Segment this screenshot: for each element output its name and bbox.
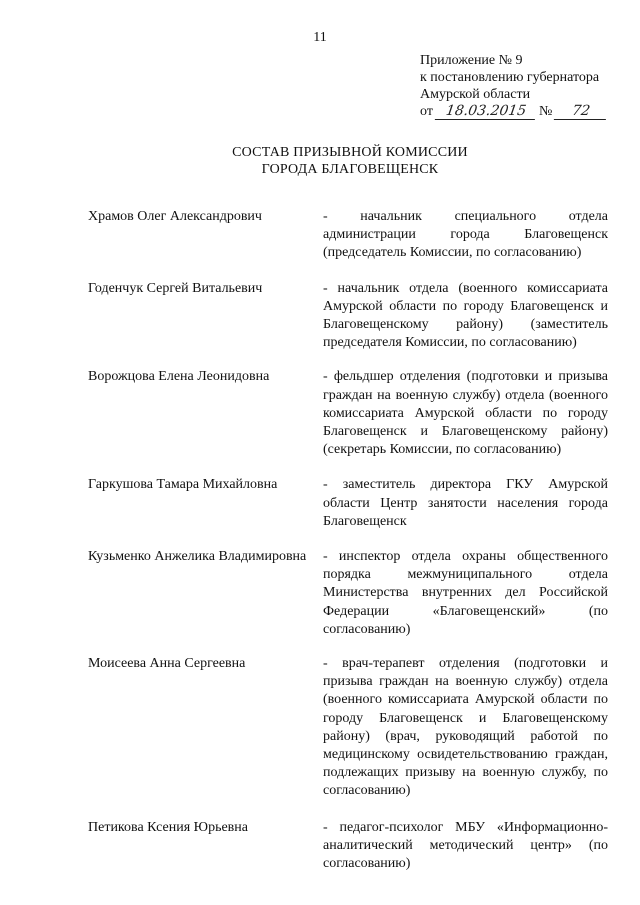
member-role: - врач-терапевт отделения (подготовки и призыва граждан на военную службу) отдела (военного комиссариата Амурской области по городу Благовещенск и Благовещенскому району) (врач, руководящий работой по медицинскому освидетельствованию граждан, подлежащих призыву на военную службу, по согласованию) <box>323 656 608 799</box>
member-role: - начальник отдела (военного комиссариата Амурской области по городу Благовещенск и Благовещенскому району) (заместитель председателя Комиссии, по согласованию) <box>323 280 608 351</box>
decree-from-label: от <box>420 104 433 119</box>
member-name: Годенчук Сергей Витальевич <box>88 280 263 296</box>
member-row <box>88 368 608 459</box>
member-name: Ворожцова Елена Леонидовна <box>88 369 270 385</box>
decree-number-label: № <box>538 104 553 119</box>
member-role: - педагог-психолог МБУ «Информационно-аналитический методический центр» (по согласованию) <box>323 819 608 872</box>
member-name: Храмов Олег Александрович <box>88 209 262 224</box>
member-row <box>88 280 608 353</box>
member-row <box>88 548 608 639</box>
member-name: Петикова Ксения Юрьевна <box>88 819 248 835</box>
title-line-1: СОСТАВ ПРИЗЫВНОЙ КОМИССИИ <box>232 145 468 160</box>
member-name: Моисеева Анна Сергеевна <box>88 656 246 672</box>
member-row <box>88 476 608 531</box>
member-role: - заместитель директора ГКУ Амурской области Центр занятости населения города Благовещенск <box>323 477 608 529</box>
appendix-region: Амурской области <box>420 87 531 102</box>
appendix-title: Приложение № 9 <box>420 53 523 68</box>
decree-number: 72 <box>554 103 608 120</box>
member-row <box>88 655 608 801</box>
commission-members-list <box>88 208 608 873</box>
member-role: - инспектор отдела охраны общественного порядка межмуниципального отдела Министерства внутренних дел Российской Федерации «Благовещенский» (по согласованию) <box>323 549 608 637</box>
appendix-decree-ref: к постановлению губернатора <box>420 70 600 85</box>
decree-date-number-line <box>420 103 630 120</box>
member-role: - начальник специального отдела администрации города Благовещенск (председатель Комиссии, по согласованию) <box>323 209 608 261</box>
member-name: Кузьменко Анжелика Владимировна <box>88 549 307 565</box>
page-number: 11 <box>313 30 327 45</box>
appendix-header <box>420 52 630 120</box>
decree-date: 18.03.2015 <box>435 103 537 120</box>
document-title <box>0 144 640 178</box>
title-line-2: ГОРОДА БЛАГОВЕЩЕНСК <box>261 162 439 177</box>
member-row <box>88 819 608 874</box>
member-role: - фельдшер отделения (подготовки и призыва граждан на военную службу) отдела (военного комиссариата Амурской области по городу Благовещенск и Благовещенскому району) (секретарь Комиссии, по согласованию) <box>323 369 608 458</box>
member-row <box>88 208 608 263</box>
member-name: Гаркушова Тамара Михайловна <box>88 477 278 493</box>
